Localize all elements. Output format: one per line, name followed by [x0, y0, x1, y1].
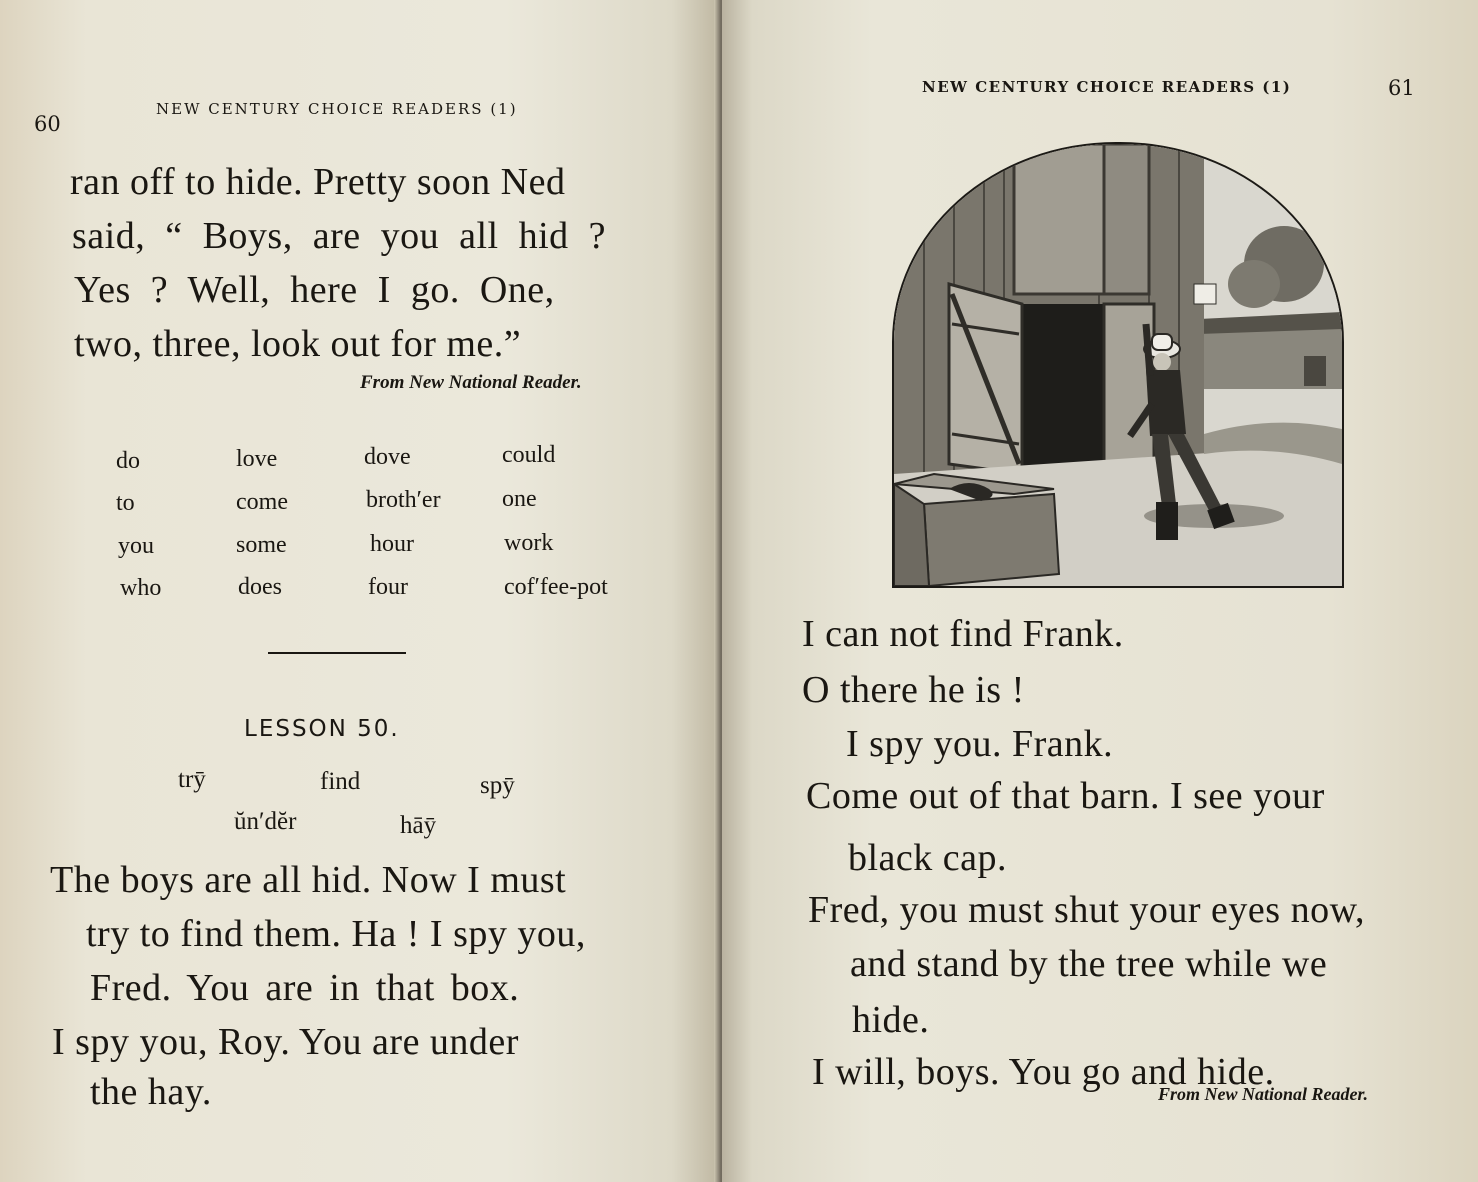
- lesson-line: the hay.: [90, 1071, 212, 1113]
- lesson-line: try to find them. Ha ! I spy you,: [86, 913, 586, 955]
- lesson-line: Fred. You are in that box.: [90, 967, 520, 1009]
- word-cell: who: [120, 575, 162, 601]
- word-cell: love: [236, 446, 278, 472]
- story-line: two, three, look out for me.”: [74, 323, 522, 365]
- left-page: [0, 0, 722, 1182]
- word-cell: one: [502, 486, 537, 512]
- section-divider: [268, 652, 406, 654]
- word-cell: cof′fee-pot: [504, 574, 608, 600]
- word-cell: hour: [370, 531, 414, 557]
- text-line: Come out of that barn. I see your: [806, 775, 1325, 817]
- text-line: black cap.: [848, 837, 1008, 879]
- vocab-word: find: [320, 768, 361, 795]
- lesson-line: I spy you, Roy. You are under: [52, 1021, 519, 1063]
- barn-illustration: [892, 142, 1344, 588]
- word-cell: some: [236, 532, 287, 558]
- word-cell: broth′er: [366, 487, 441, 513]
- source-credit: From New National Reader.: [360, 372, 582, 393]
- story-line: Yes ? Well, here I go. One,: [74, 269, 555, 311]
- vocab-word: spȳ: [480, 772, 515, 799]
- word-cell: work: [504, 530, 554, 556]
- vocab-word: trȳ: [178, 766, 206, 793]
- source-credit: From New National Reader.: [1158, 1084, 1369, 1104]
- text-line: O there he is !: [802, 669, 1025, 711]
- story-line: said, “ Boys, are you all hid ?: [72, 215, 607, 257]
- word-cell: could: [502, 442, 556, 468]
- vocab-word: hāȳ: [400, 812, 437, 839]
- lesson-title: LESSON 50.: [244, 716, 400, 742]
- text-line: I will, boys. You go and hide.: [812, 1051, 1275, 1093]
- page-number: 61: [1388, 76, 1415, 100]
- story-line: ran off to hide. Pretty soon Ned: [70, 161, 566, 203]
- running-head: NEW CENTURY CHOICE READERS (1): [922, 78, 1292, 96]
- word-cell: you: [118, 533, 154, 559]
- word-cell: do: [116, 448, 140, 474]
- page-number: 60: [34, 112, 61, 136]
- word-cell: to: [116, 490, 135, 516]
- text-line: hide.: [852, 999, 930, 1041]
- text-line: I spy you. Frank.: [846, 723, 1114, 765]
- word-cell: dove: [364, 444, 411, 470]
- text-line: I can not find Frank.: [802, 613, 1124, 655]
- vocab-word: ŭn′dĕr: [234, 808, 297, 835]
- running-head: NEW CENTURY CHOICE READERS (1): [156, 100, 518, 118]
- word-cell: does: [238, 574, 282, 600]
- lesson-line: The boys are all hid. Now I must: [50, 859, 567, 901]
- text-line: and stand by the tree while we: [850, 943, 1328, 985]
- word-cell: come: [236, 489, 288, 515]
- text-line: Fred, you must shut your eyes now,: [808, 889, 1366, 931]
- word-cell: four: [368, 574, 408, 600]
